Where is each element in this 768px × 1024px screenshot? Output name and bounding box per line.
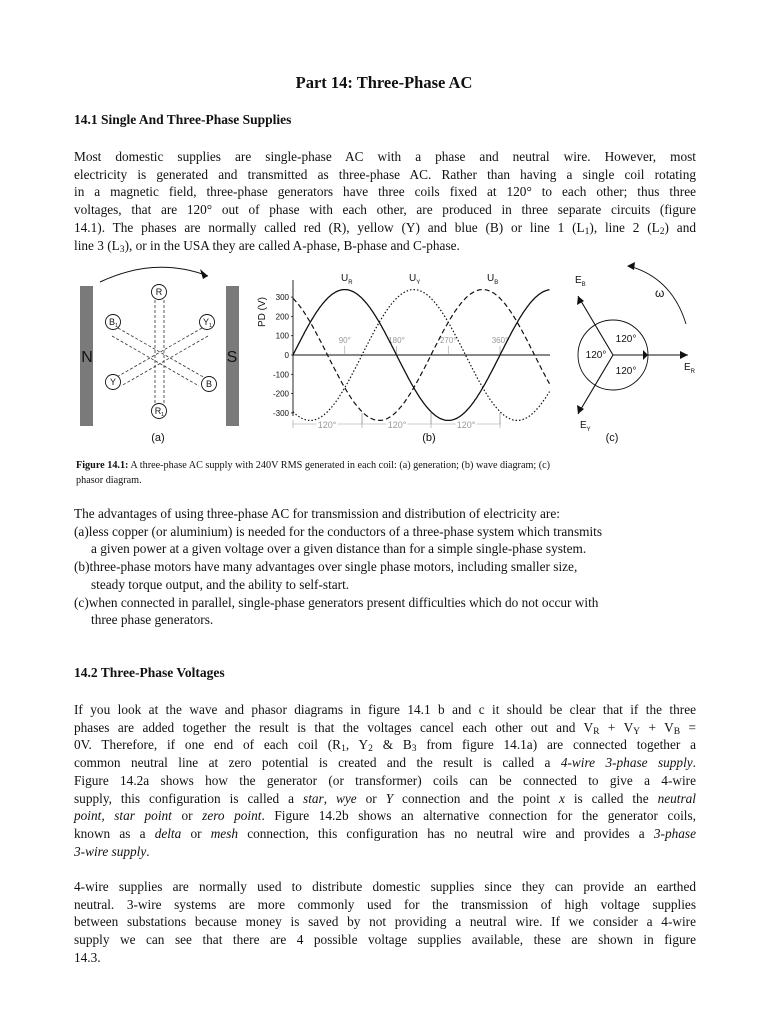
x-tick-label: 90° xyxy=(338,336,351,345)
advantages-list xyxy=(74,505,696,629)
x-tick-label: 270° xyxy=(439,336,457,345)
text-line: Figure 14.2a shows how the generator (or transformer) coils can be connected to give a 4-wire xyxy=(74,772,696,788)
arrowhead xyxy=(643,350,648,360)
paragraph-supplies xyxy=(74,878,696,967)
text-line: 14.1). The phases are normally called red (R), yellow (Y) and blue (B) or line 1 $(L_1)$, line 2 $(L_2)$ and xyxy=(74,219,696,237)
phasor-eb xyxy=(578,296,613,355)
list-item: (a)less copper (or aluminium) is needed for the conductors of a three-phase system which transmits xyxy=(74,523,603,539)
figure-a-label: (a) xyxy=(151,432,165,444)
series-label-ub: $U_B$ xyxy=(487,273,499,286)
arrowhead xyxy=(680,351,688,359)
phasor-label-eb: $E_B$ xyxy=(575,275,586,288)
coil-label: R xyxy=(154,406,162,416)
rotation-arc-arrowhead xyxy=(627,262,635,270)
spacing-label: 120° xyxy=(387,420,407,430)
caption-text: phasor diagram. xyxy=(76,475,142,486)
angle-label: 120° xyxy=(615,366,637,377)
coil-label: Y xyxy=(202,317,210,327)
text-line: Most domestic supplies are single-phase AC with a phase and neutral wire. However, most xyxy=(74,149,696,164)
y-tick-label: -300 xyxy=(272,408,289,418)
figure-c-label: (c) xyxy=(605,432,619,444)
list-item: three phase generators. xyxy=(91,612,214,628)
coil-subscript: 1 xyxy=(161,412,165,418)
phasor-label-er: $E_R$ xyxy=(684,362,696,375)
list-item: (b)three-phase motors have many advantages over single phase motors, including smaller size, xyxy=(74,559,578,575)
text-line: line 3 $(L_3)$, or in the USA they are called A-phase, B-phase and C-phase. xyxy=(74,237,460,255)
text-line: in a magnetic field, three-phase generators have three coils fixed at 120° to each other; thus three xyxy=(74,184,696,200)
y-axis-label: PD (V) xyxy=(257,297,268,327)
text-line: known as a delta or mesh connection, this configuration has no neutral wire and provides a 3-phase xyxy=(74,825,696,841)
coil-subscript: 1 xyxy=(209,323,213,329)
spacing-label: 120° xyxy=(317,420,337,430)
text-line: supply, this configuration is called a star, wye or Y connection and the point x is called the neutral xyxy=(74,790,696,806)
text-line: common neutral line at zero potential is created and the result is called a 4-wire 3-phase supply. xyxy=(74,755,696,771)
phasor-label-ey: $E_Y$ xyxy=(580,420,591,433)
text-line: electricity is generated and transmitted as three-phase AC. Rather than having a single coil rotating xyxy=(74,166,696,182)
y-tick-label: 100 xyxy=(275,331,289,341)
series-label-uy: $U_Y$ xyxy=(409,273,421,286)
text-line: supply we can see that there are 4 possible voltage supplies available, these are shown in figure xyxy=(74,932,696,948)
figure-a-generator xyxy=(80,267,239,444)
figure-b-wave-diagram xyxy=(257,273,550,444)
series-label-ur: $U_R$ xyxy=(341,273,353,286)
text-line: 0V. Therefore, if one end of each coil ($R_1$, $Y_2$ & $B_3$ from figure 14.1a) are connected together a xyxy=(74,737,696,755)
spacing-label: 120° xyxy=(456,420,476,430)
coil-label: Y xyxy=(109,377,117,387)
angle-label: 120° xyxy=(615,334,637,345)
page-title: Part 14: Three-Phase AC xyxy=(295,73,473,92)
x-tick-label: 180° xyxy=(388,336,405,345)
caption-label: Figure 14.1: xyxy=(76,460,129,471)
figure-b-label: (b) xyxy=(422,432,436,444)
list-item: (c)when connected in parallel, single-phase generators present difficulties which do not occur with xyxy=(74,594,599,610)
y-tick-label: 0 xyxy=(284,351,289,360)
text-line: point, star point or zero point. Figure 14.2b shows an alternative connection for the generator coils, xyxy=(74,808,696,824)
rotation-arrow xyxy=(100,267,208,282)
coil-label: B xyxy=(205,379,213,389)
text-line: 3-wire supply. xyxy=(74,843,150,859)
figure-caption xyxy=(76,458,696,488)
text-line: 4-wire supplies are normally used to distribute domestic supplies since they can provide an earthed xyxy=(74,879,696,894)
list-item: steady torque output, and the ability to self-start. xyxy=(91,576,350,592)
text-line: 14.3. xyxy=(74,949,101,965)
angle-label: 120° xyxy=(585,350,607,361)
coil-subscript: 1 xyxy=(115,323,119,329)
section-heading-14-2: 14.2 Three-Phase Voltages xyxy=(74,665,225,680)
omega-label: ω xyxy=(655,286,665,300)
y-tick-label: -100 xyxy=(272,370,289,380)
text-line: between substations because money is saved by not providing a neutral wire. If we consider a 4-wire xyxy=(74,914,696,930)
y-tick-label: 300 xyxy=(275,293,289,303)
phasor-ey xyxy=(578,355,613,414)
y-tick-label: 200 xyxy=(275,312,289,322)
south-label: S xyxy=(226,349,238,366)
coil-label: B xyxy=(108,317,116,327)
figure-c-phasor-diagram xyxy=(575,262,696,444)
advantages-intro: The advantages of using three-phase AC for transmission and distribution of electricity are: xyxy=(74,506,560,521)
section-heading-14-1: 14.1 Single And Three-Phase Supplies xyxy=(74,112,292,127)
paragraph-voltages xyxy=(74,701,696,860)
north-label: N xyxy=(81,349,93,366)
x-tick-label: 360° xyxy=(491,336,509,345)
text-line: phases are added together the result is that the voltages cancel each other out and $V_R + V_Y + V_B$ = xyxy=(74,719,696,737)
text-line: neutral. 3-wire systems are more commonly used for the transmission of high voltage supplies xyxy=(74,896,696,912)
caption-text: A three-phase AC supply with 240V RMS generated in each coil: (a) generation; (b) wave diagram; (c) xyxy=(128,460,551,471)
text-line: voltages, that are 120° out of phase with each other, are produced in three separate circuits (figure xyxy=(74,202,696,218)
text-line: If you look at the wave and phasor diagrams in figure 14.1 b and c it should be clear that if the three xyxy=(74,702,696,717)
coil-label: R xyxy=(155,287,163,297)
y-tick-label: -200 xyxy=(272,389,289,399)
list-item: a given power at a given voltage over a given distance than for a simple single-phase system. xyxy=(91,541,587,557)
